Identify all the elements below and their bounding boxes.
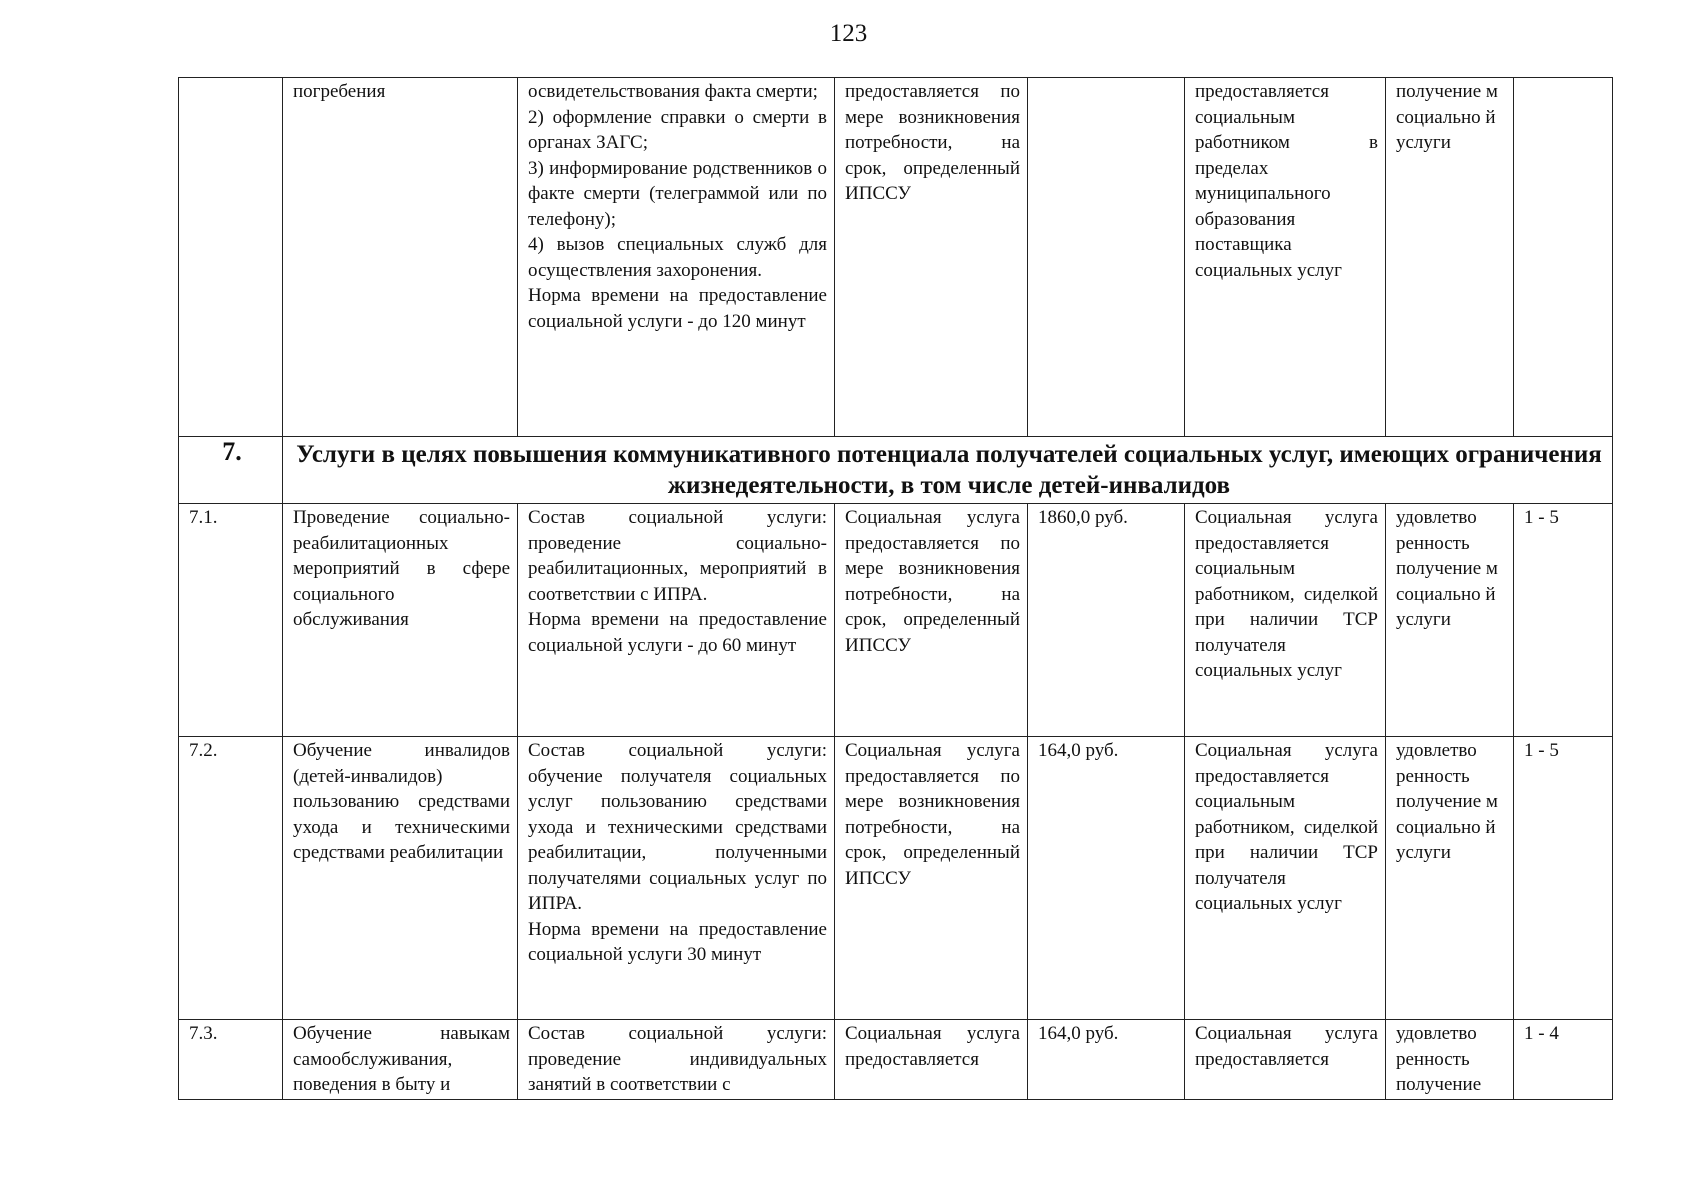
- composition-line: освидетельствования факта смерти;: [528, 81, 818, 102]
- composition-line: 4) вызов специальных служб для осуществления захоронения.: [528, 234, 827, 281]
- composition-line: Норма времени на предоставление социальной услуги - до 60 минут: [528, 609, 827, 656]
- cell-rating: 1 - 4: [1514, 1020, 1613, 1100]
- composition-line: 2) оформление справки о смерти в органах ЗАГС;: [528, 106, 827, 153]
- cell-criteria: получение м социально й услуги: [1386, 78, 1514, 437]
- cell-name: Обучение навыкам самообслуживания, поведения в быту и: [283, 1020, 518, 1100]
- cell-composition: [518, 1020, 835, 1100]
- cell-name: Проведение социально-реабилитационных мероприятий в сфере социального обслуживания: [283, 504, 518, 737]
- cell-num: 7.2.: [179, 737, 283, 1020]
- services-table: [178, 77, 1613, 1100]
- table-row: [179, 737, 1613, 1020]
- cell-rating: 1 - 5: [1514, 737, 1613, 1020]
- cell-tariff: 164,0 руб.: [1028, 737, 1185, 1020]
- composition-line: Состав социальной услуги: обучение получателя социальных услуг пользованию средствами ухода и техническими средствами реабилитации, полученными получателями социальных услуг по ИПРА.: [528, 740, 827, 914]
- page-number: 123: [829, 20, 868, 47]
- section-header-row: [179, 437, 1613, 504]
- cell-tariff: 1860,0 руб.: [1028, 504, 1185, 737]
- cell-conditions: Социальная услуга предоставляется социальным работником, сиделкой при наличии ТСР получателя социальных услуг: [1185, 504, 1386, 737]
- composition-line: Состав социальной услуги: проведение социально-реабилитационных, мероприятий в соответствии с ИПРА.: [528, 507, 827, 605]
- cell-tariff: 164,0 руб.: [1028, 1020, 1185, 1100]
- cell-conditions: предоставляется социальным работником в пределах муниципального образования поставщика социальных услуг: [1185, 78, 1386, 437]
- table-row: [179, 504, 1613, 737]
- cell-criteria: удовлетво ренность получение м социально й услуги: [1386, 737, 1514, 1020]
- cell-criteria: удовлетво ренность получение: [1386, 1020, 1514, 1100]
- cell-period: Социальная услуга предоставляется по мере возникновения потребности, на срок, определенный ИПССУ: [835, 737, 1028, 1020]
- cell-rating: 1 - 5: [1514, 504, 1613, 737]
- composition-line: Норма времени на предоставление социальной услуги - до 120 минут: [528, 285, 827, 332]
- cell-period: Социальная услуга предоставляется: [835, 1020, 1028, 1100]
- composition-line: Состав социальной услуги: проведение индивидуальных занятий в соответствии с: [528, 1023, 827, 1095]
- table-row: [179, 78, 1613, 437]
- cell-num: 7.1.: [179, 504, 283, 737]
- cell-composition: [518, 78, 835, 437]
- cell-period: Социальная услуга предоставляется по мере возникновения потребности, на срок, определенный ИПССУ: [835, 504, 1028, 737]
- cell-criteria: удовлетво ренность получение м социально й услуги: [1386, 504, 1514, 737]
- cell-conditions: Социальная услуга предоставляется: [1185, 1020, 1386, 1100]
- cell-period: предоставляется по мере возникновения потребности, на срок, определенный ИПССУ: [835, 78, 1028, 437]
- table-row: [179, 1020, 1613, 1100]
- cell-num: [179, 78, 283, 437]
- cell-composition: [518, 737, 835, 1020]
- cell-num: 7.3.: [179, 1020, 283, 1100]
- section-title: Услуги в целях повышения коммуникативного потенциала получателей социальных услуг, имеющих ограничения жизнедеятельности, в том числе детей-инвалидов: [283, 437, 1613, 504]
- cell-name: погребения: [283, 78, 518, 437]
- cell-rating: [1514, 78, 1613, 437]
- composition-line: 3) информирование родственников о факте смерти (телеграммой или по телефону);: [528, 157, 827, 230]
- composition-line: Норма времени на предоставление социальной услуги 30 минут: [528, 918, 827, 965]
- cell-tariff: [1028, 78, 1185, 437]
- section-number: 7.: [179, 437, 283, 504]
- cell-name: Обучение инвалидов (детей-инвалидов) пользованию средствами ухода и техническими средствами реабилитации: [283, 737, 518, 1020]
- cell-conditions: Социальная услуга предоставляется социальным работником, сиделкой при наличии ТСР получателя социальных услуг: [1185, 737, 1386, 1020]
- cell-composition: [518, 504, 835, 737]
